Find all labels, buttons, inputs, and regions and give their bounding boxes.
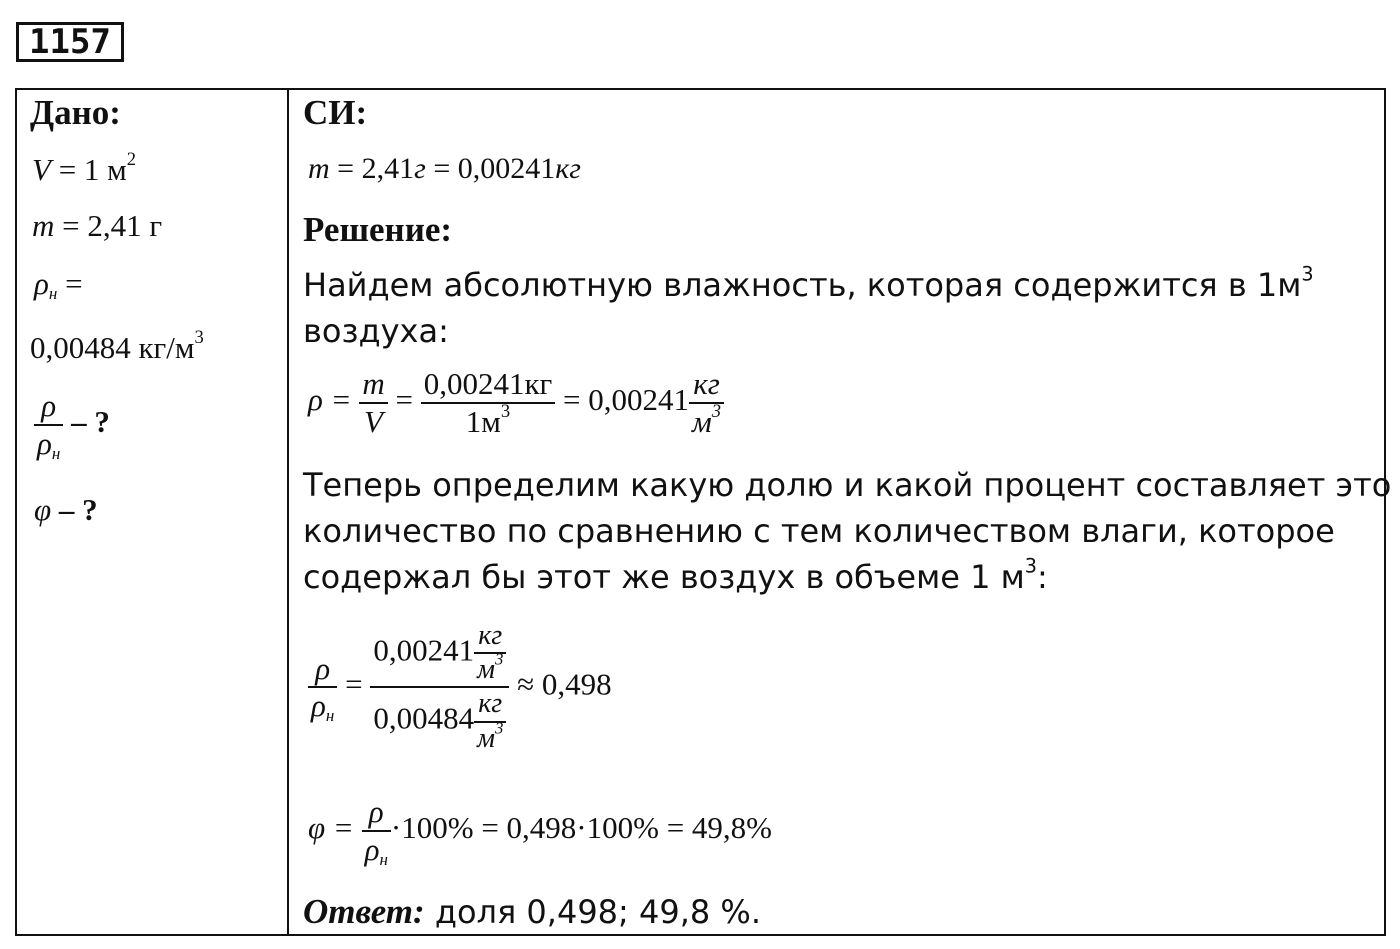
para1-line1: Найдем абсолютную влажность, которая содержится в 1м: [303, 266, 1302, 304]
si-value-kg: = 0,00241: [433, 152, 556, 185]
ratio-denominator: $\rho_н$: [37, 425, 61, 463]
given-mass: [32, 208, 162, 244]
ratio-question: – ?: [71, 403, 110, 439]
solution-paragraph-2-line-3: содержал бы этот же воздух в объеме 1 $м^3$:: [303, 554, 1048, 596]
f1-lhs: ρ =: [308, 381, 352, 417]
find-phi: [34, 492, 98, 528]
volume-symbol: V: [32, 152, 51, 187]
formula-ratio: [308, 620, 612, 755]
rho-n-exponent: 3: [194, 327, 204, 349]
solution-header: Решение:: [303, 210, 453, 249]
si-mass-symbol: m: [308, 152, 330, 185]
answer-line: [303, 892, 761, 932]
answer-text: доля 0,498; 49,8 %.: [424, 893, 761, 931]
si-conversion: [308, 152, 581, 186]
given-saturated-density-value: [30, 327, 204, 366]
problem-number: 1157: [16, 22, 124, 62]
f1-equals: =: [395, 381, 413, 417]
given-volume: [32, 149, 137, 188]
rho-n-subscript: н: [48, 284, 58, 304]
f3-lhs: φ =: [308, 809, 354, 845]
column-divider: [287, 88, 289, 936]
f2-top: 0,00241 $\frac{кг}{м^3}$: [370, 620, 509, 688]
si-unit-kg: кг: [555, 152, 581, 185]
f1-unit: $\frac{кг}{м^3}$: [689, 366, 724, 439]
si-unit-grams: г: [414, 152, 426, 185]
f2-lhs: $\frac{\rho}{\rho_н}$: [308, 651, 337, 724]
given-header: Дано:: [30, 93, 121, 132]
phi-question: – ?: [58, 492, 98, 527]
f2-equals: =: [345, 666, 363, 702]
solution-paragraph-2-line-2: количество по сравнению с тем количеством влаги, которое: [303, 512, 1335, 550]
solution-paragraph-1-line-2: воздуха:: [303, 312, 449, 350]
f2-bottom: 0,00484 $\frac{кг}{м^3}$: [370, 688, 509, 754]
given-saturated-density: [34, 266, 83, 302]
f3-result: ·100% = 0,498·100% = 49,8%: [390, 809, 773, 845]
find-ratio: [34, 388, 110, 461]
solution-paragraph-2-line-1: Теперь определим какую долю и какой процент составляет это: [303, 466, 1392, 504]
phi-symbol: φ: [34, 492, 52, 527]
f2-big-fraction: [370, 620, 509, 755]
f1-values-fraction: $\frac{0,00241кг}{1м^3}$: [421, 366, 556, 439]
si-header: СИ:: [303, 93, 368, 132]
solution-paragraph-1: [303, 262, 1314, 304]
formula-phi: [308, 794, 772, 867]
volume-exponent: 2: [126, 149, 137, 171]
answer-label: Ответ:: [303, 892, 425, 931]
volume-value: = 1 м: [58, 152, 127, 187]
f2-result: ≈ 0,498: [517, 666, 612, 702]
rho-n-symbol: ρ: [34, 266, 49, 301]
ratio-numerator: ρ: [34, 388, 63, 426]
mass-symbol: m: [32, 208, 55, 243]
ratio-fraction: [34, 388, 63, 461]
para1-exponent: 3: [1301, 262, 1314, 286]
f3-fraction: $\frac{\rho}{\rho_н}$: [362, 794, 391, 867]
rho-n-equals: =: [65, 266, 83, 301]
mass-value: = 2,41 г: [62, 208, 163, 243]
si-value-grams: = 2,41: [337, 152, 415, 185]
formula-absolute-humidity: [308, 366, 724, 439]
f1-result: = 0,00241: [562, 381, 689, 417]
rho-n-value: 0,00484 кг/м: [30, 330, 195, 365]
f1-m-over-v: $\frac{m}{V}$: [359, 366, 387, 439]
